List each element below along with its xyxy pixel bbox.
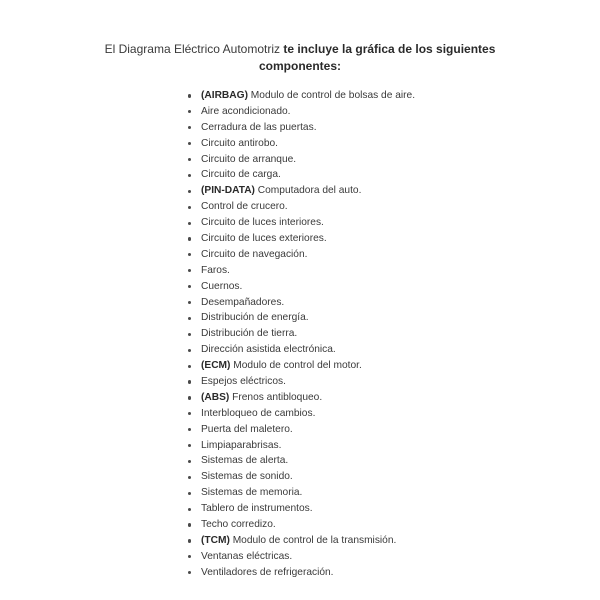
component-code: (ABS) [201, 391, 230, 403]
component-label: Sistemas de sonido. [201, 471, 293, 483]
bullet-icon [188, 476, 191, 479]
bullet-icon [188, 365, 191, 368]
component-label: Distribución de tierra. [201, 328, 298, 340]
list-item [186, 390, 415, 406]
list-item [186, 549, 415, 565]
component-list [186, 88, 415, 581]
list-item [186, 374, 415, 390]
component-label: Faros. [201, 264, 230, 276]
list-item [186, 152, 415, 168]
list-item [186, 358, 415, 374]
bullet-icon [188, 539, 191, 542]
component-label: Modulo de control de bolsas de aire. [247, 90, 416, 101]
component-label: Circuito de arranque. [201, 153, 297, 165]
bullet-icon [188, 253, 191, 256]
list-item [186, 326, 415, 342]
bullet-icon [188, 94, 191, 97]
intro-paragraph [100, 41, 500, 75]
bullet-icon [188, 317, 191, 320]
bullet-icon [188, 396, 191, 399]
bullet-icon [188, 190, 191, 193]
component-label: Ventiladores de refrigeración. [201, 566, 334, 578]
component-label: Cerradura de las puertas. [201, 121, 317, 133]
list-item [186, 517, 415, 533]
bullet-icon [188, 269, 191, 272]
list-item [186, 279, 415, 295]
list-item [186, 310, 415, 326]
component-label: Espejos eléctricos. [201, 376, 286, 388]
list-item [186, 469, 415, 485]
component-label: Aire acondicionado. [201, 105, 291, 117]
component-label: Frenos antibloqueo. [229, 391, 323, 403]
list-item [186, 167, 415, 183]
bullet-icon [188, 333, 191, 336]
bullet-icon [188, 460, 191, 463]
bullet-icon [188, 412, 191, 415]
bullet-icon [188, 349, 191, 352]
list-item [186, 406, 415, 422]
list-item [186, 247, 415, 263]
component-label: Ventanas eléctricas. [201, 550, 293, 562]
list-item [186, 136, 415, 152]
bullet-icon [188, 285, 191, 288]
intro-text: El Diagrama Eléctrico Automotriz [104, 42, 284, 56]
bullet-icon [188, 206, 191, 209]
list-item [186, 565, 415, 581]
bullet-icon [188, 444, 191, 447]
component-label: Circuito de luces exteriores. [201, 233, 327, 245]
component-code: (TCM) [201, 534, 230, 546]
list-item [186, 453, 415, 469]
list-item [186, 231, 415, 247]
list-item [186, 501, 415, 517]
component-code: (AIRBAG) [201, 90, 248, 101]
bullet-icon [188, 142, 191, 145]
bullet-icon [188, 222, 191, 225]
component-label: Modulo de control de la transmisión. [229, 534, 397, 546]
component-label: Circuito antirobo. [201, 137, 279, 149]
list-item [186, 533, 415, 549]
component-label: Sistemas de alerta. [201, 455, 289, 467]
list-item [186, 422, 415, 438]
bullet-icon [188, 126, 191, 129]
component-label: Sistemas de memoria. [201, 487, 303, 499]
bullet-icon [188, 523, 191, 526]
bullet-icon [188, 508, 191, 511]
list-item [186, 104, 415, 120]
intro-bold-text: te incluye la gráfica de los siguientes componentes: [258, 42, 496, 73]
component-label: Interbloqueo de cambios. [201, 407, 316, 419]
bullet-icon [188, 492, 191, 495]
bullet-icon [188, 380, 191, 383]
bullet-icon [188, 428, 191, 431]
list-item [186, 438, 415, 454]
bullet-icon [188, 174, 191, 177]
component-label: Cuernos. [201, 280, 243, 292]
bullet-icon [188, 301, 191, 304]
bullet-icon [188, 555, 191, 558]
component-label: Distribución de energía. [201, 312, 309, 324]
component-label: Puerta del maletero. [201, 423, 293, 435]
list-item [186, 295, 415, 311]
component-label: Dirección asistida electrónica. [201, 344, 336, 356]
list-item [186, 199, 415, 215]
component-code: (ECM) [201, 360, 231, 372]
component-label: Desempañadores. [201, 296, 285, 308]
component-label: Modulo de control del motor. [230, 360, 362, 372]
component-label: Circuito de luces interiores. [201, 217, 324, 229]
list-item [186, 183, 415, 199]
bullet-icon [188, 571, 191, 574]
bullet-icon [188, 110, 191, 113]
list-item [186, 342, 415, 358]
component-label: Limpiaparabrisas. [201, 439, 282, 451]
component-label: Techo corredizo. [201, 519, 276, 531]
list-item [186, 120, 415, 136]
list-item [186, 88, 415, 104]
list-item [186, 263, 415, 279]
list-item [186, 485, 415, 501]
component-label: Control de crucero. [201, 201, 288, 213]
component-label: Circuito de carga. [201, 169, 281, 181]
list-item [186, 215, 415, 231]
bullet-icon [188, 158, 191, 161]
component-code: (PIN-DATA) [201, 185, 255, 197]
bullet-icon [188, 237, 191, 240]
component-label: Tablero de instrumentos. [201, 503, 313, 515]
component-label: Circuito de navegación. [201, 248, 308, 260]
component-label: Computadora del auto. [254, 185, 362, 197]
